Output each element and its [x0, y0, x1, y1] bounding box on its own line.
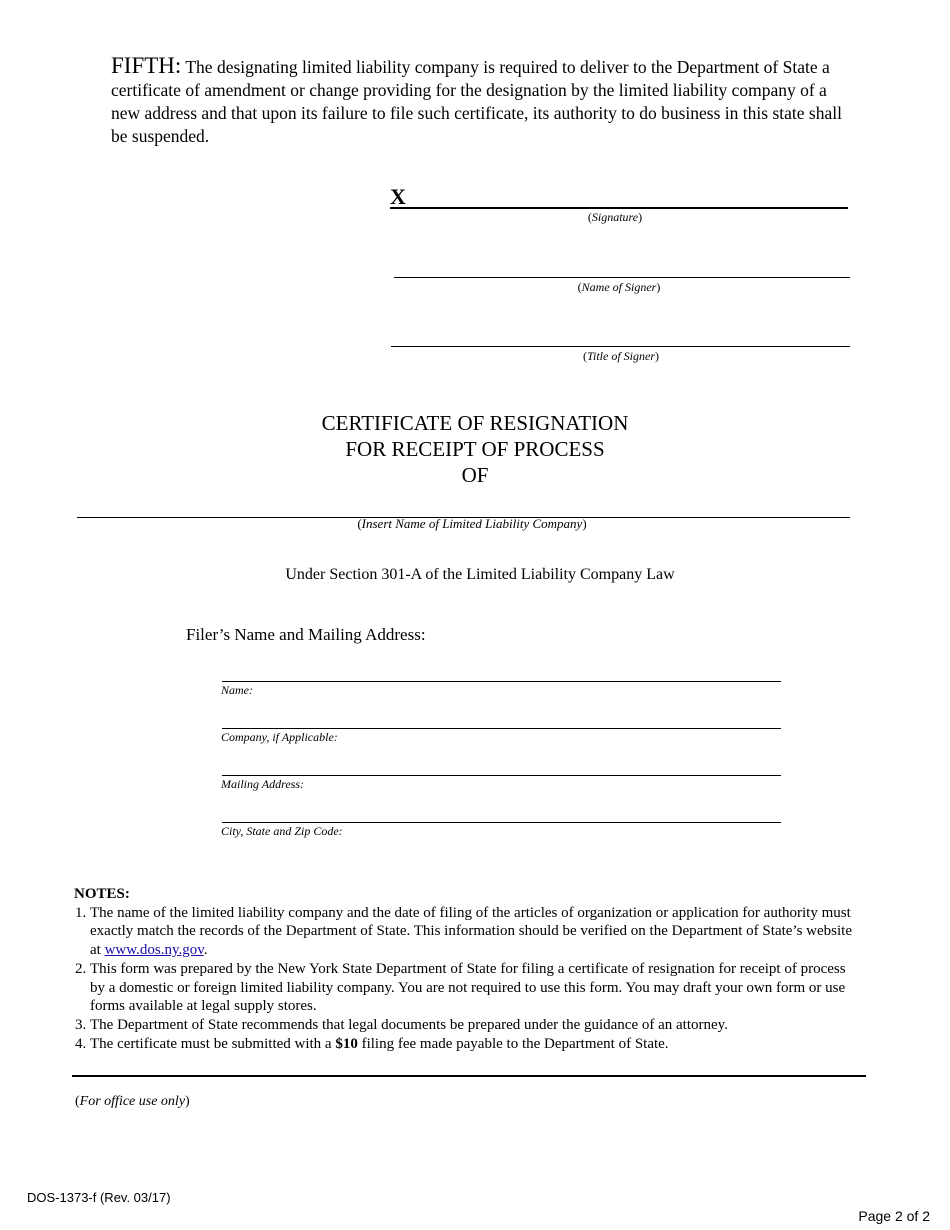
fifth-paragraph	[111, 54, 851, 148]
filer-address-caption: Mailing Address:	[221, 777, 304, 791]
notes-section	[74, 885, 864, 1053]
signer-title-line[interactable]	[391, 346, 850, 347]
filer-address-line[interactable]	[222, 775, 781, 776]
form-number: DOS-1373-f (Rev. 03/17)	[27, 1190, 171, 1205]
certificate-title-line1: CERTIFICATE OF RESIGNATION	[321, 411, 629, 435]
fifth-lead: FIFTH:	[111, 53, 182, 78]
filer-city-line[interactable]	[222, 822, 781, 823]
note-item-3: 3. The Department of State recommends that legal documents be prepared under the guidance of an attorney.	[90, 1016, 864, 1035]
filer-company-line[interactable]	[222, 728, 781, 729]
certificate-title-line2: FOR RECEIPT OF PROCESS	[345, 437, 605, 461]
filer-name-line[interactable]	[222, 681, 781, 682]
signer-name-caption: (Name of Signer)	[577, 280, 661, 294]
signature-caption: (Signature)	[587, 210, 643, 224]
note-item-4: 4. The certificate must be submitted with a $10 filing fee made payable to the Department of State.	[90, 1035, 864, 1054]
signature-line[interactable]	[390, 207, 848, 209]
filing-fee: $10	[335, 1035, 358, 1052]
certificate-title-line3: OF	[461, 463, 489, 487]
notes-heading: NOTES:	[74, 886, 130, 902]
fifth-text: The designating limited liability company is required to deliver to the Department of State a certificate of amendment or change providing for the designation by the limited liability company of a new address and that upon its failure to file such certificate, its authority to do business in this state shall be suspended.	[111, 57, 842, 146]
office-use-divider	[72, 1075, 866, 1077]
filer-label: Filer’s Name and Mailing Address:	[186, 625, 426, 644]
note-item-2: 2. This form was prepared by the New York State Department of State for filing a certificate of resignation for receipt of process by a domestic or foreign limited liability company. You are not required to use this form. You may draft your own form or use forms available at legal supply stores.	[90, 960, 864, 1016]
note-item-1: 1. The name of the limited liability company and the date of filing of the articles of organization or application for authority must exactly match the records of the Department of State. This information should be verified on the Department of State’s website at www.dos.ny.gov.	[90, 904, 864, 960]
dos-website-link[interactable]: www.dos.ny.gov	[104, 942, 204, 959]
signer-title-caption: (Title of Signer)	[582, 349, 659, 363]
signer-name-line[interactable]	[394, 277, 850, 278]
company-name-caption: (Insert Name of Limited Liability Company)	[357, 516, 587, 531]
signature-x-mark: X	[390, 184, 406, 209]
filer-city-caption: City, State and Zip Code:	[221, 824, 343, 838]
section-reference: Under Section 301-A of the Limited Liability Company Law	[285, 566, 675, 583]
page-number: Page 2 of 2	[858, 1208, 930, 1224]
certificate-title	[0, 410, 950, 488]
filer-company-caption: Company, if Applicable:	[221, 730, 338, 744]
office-use-label: (For office use only)	[75, 1094, 190, 1109]
filer-name-caption: Name:	[221, 683, 253, 697]
